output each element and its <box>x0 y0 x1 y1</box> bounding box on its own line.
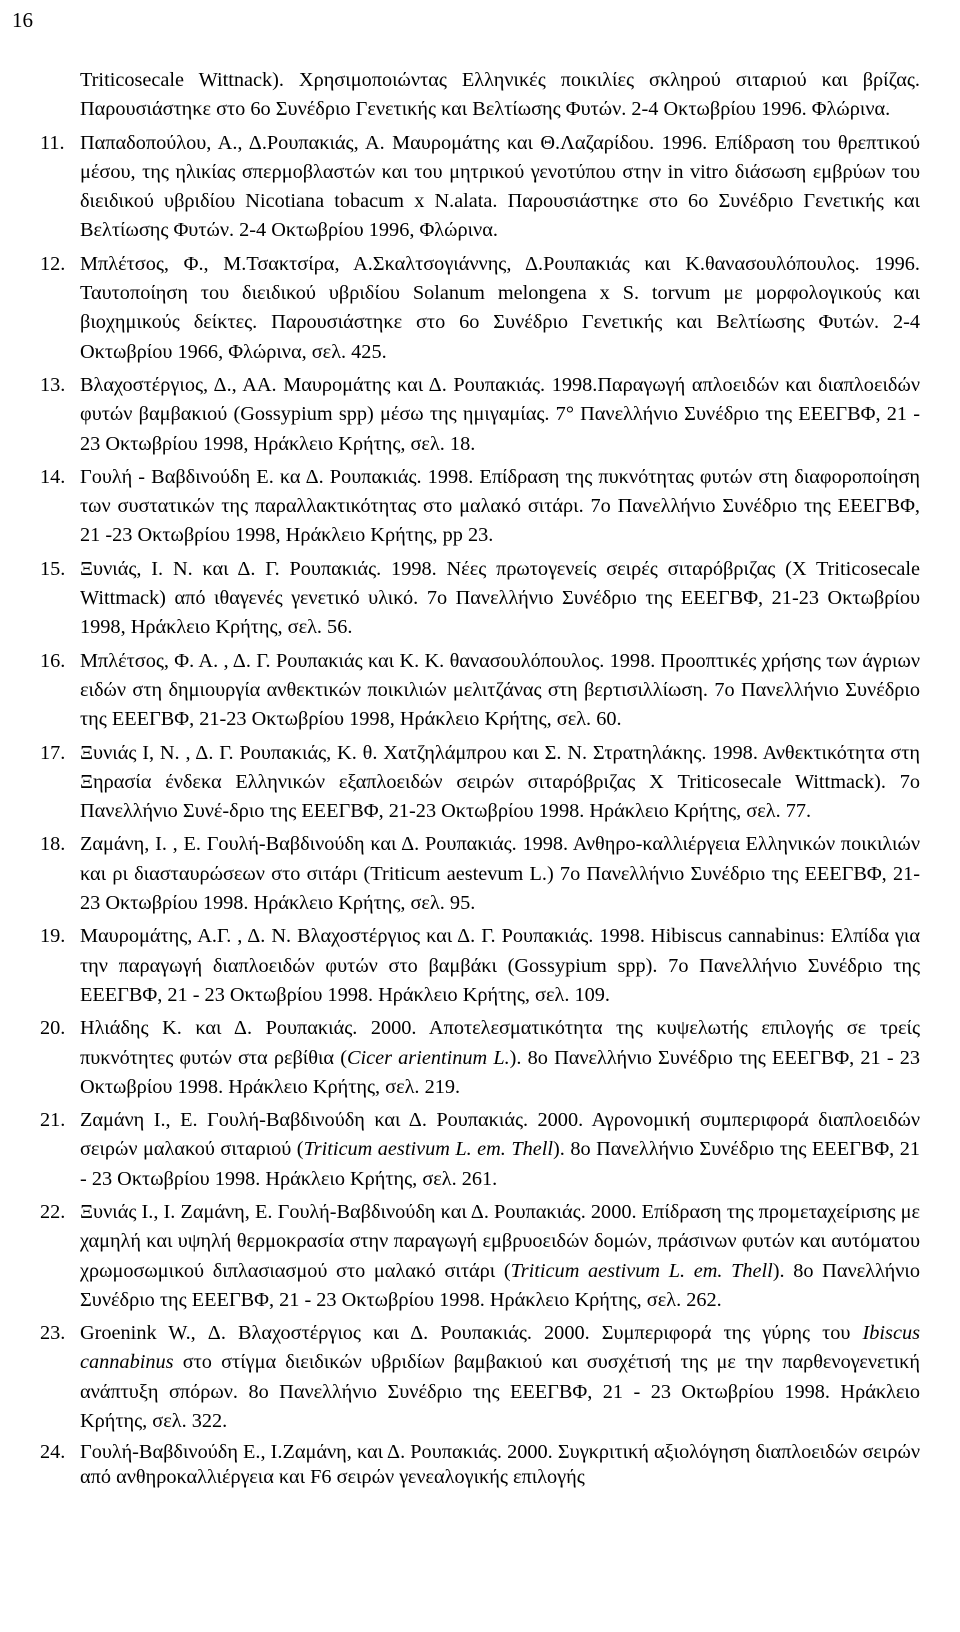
reference-text: Ξυνιάς Ι, Ν. , Δ. Γ. Ρουπακιάς, Κ. θ. Χατζηλάμπρου και Σ. Ν. Στρατηλάκης. 1998. Ανθεκτικότητα στη Ξηρασία ένδεκα Ελληνικών εξαπλοειδών σειρών σιταρόβριζας Χ Triticosecale Wittmack). 7ο Πανελλήνιο Συνέ-δριο της ΕΕΕΓΒΦ, 21-23 Οκτωβρίου 1998. Ηράκλειο Κρήτης, σελ. 77. <box>80 741 920 823</box>
reference-text: Μαυρομάτης, Α.Γ. , Δ. Ν. Βλαχοστέργιος και Δ. Γ. Ρουπακιάς. 1998. Hibiscus cannabinus: Ελπίδα για την παραγωγή διαπλοειδών φυτών στο βαμβάκι (Gossypium spp). 7ο Πανελλήνιο Συνέδριο της ΕΕΕΓΒΦ, 21 - 23 Οκτωβρίου 1998. Ηράκλειο Κρήτης, σελ. 109. <box>80 925 920 1006</box>
reference-item <box>40 1440 920 1490</box>
reference-item <box>40 830 920 918</box>
reference-text-post: ). 8ο Πανελλήνιο Συνέδριο της ΕΕΕΓΒΦ, 21 - 23 Οκτωβρίου 1998. Ηράκλειο Κρήτης, σελ. 219. <box>80 1046 921 1098</box>
reference-text-pre: Ξυνιάς Ι., Ι. Ζαμάνη, Ε. Γουλή-Βαβδινούδη και Δ. Ρουπακιάς. 2000. Επίδραση της προμεταχείρισης με χαμηλή και υψηλή θερμοκρασία στην παραγωγή εμβρυοειδών δομών, πράσινων φυτών και αυτόματου χρωμοσωμικού διπλασιασμού στο μαλακό σιτάρι ( <box>80 1200 920 1282</box>
reference-text: Γουλή - Βαβδινούδη Ε. κα Δ. Ρουπακιάς. 1998. Επίδραση της πυκνότητας φυτών στη διαφοροποίηση των συστατικών της παραλλακτικότητας στο μαλακό σιτάρι. 7ο Πανελλήνιο Συνέδριο της ΕΕΕΓΒΦ, 21 -23 Οκτωβρίου 1998, Ηράκλειο Κρήτης, pp 23. <box>80 465 920 547</box>
reference-text-post: στο στίγμα διειδικών υβριδίων βαμβακιού και συσχέτισή της με την παρθενογενετική ανάπτυξη σπόρων. 8ο Πανελλήνιο Συνέδριο της ΕΕΕΓΒΦ, 21 - 23 Οκτωβρίου 1998. Ηράκλειο Κρήτης, σελ. 322. <box>80 1351 920 1433</box>
reference-item <box>40 1319 920 1436</box>
reference-number: 15. <box>40 557 66 580</box>
reference-number: 21. <box>40 1109 66 1132</box>
reference-item <box>40 463 920 551</box>
reference-number: 16. <box>40 649 66 672</box>
reference-text: Triticosecale Wittnack). Χρησιμοποιώντας Ελληνικές ποικιλίες σκληρού σιταριού και βρίζας. Παρουσιάστηκε στο 6ο Συνέδριο Γενετικής και Βελτίωσης Φυτών. 2-4 Οκτωβρίου 1996. Φλώρινα. <box>80 69 920 121</box>
species-name-italic: Triticum aestivum L. em. Thell <box>510 1259 773 1282</box>
reference-number: 13. <box>40 373 66 396</box>
reference-number: 12. <box>40 252 66 275</box>
reference-text: Παπαδοπούλου, Α., Δ.Ρουπακιάς, Α. Μαυρομάτης και Θ.Λαζαρίδου. 1996. Επίδραση του θρεπτικού μέσου, της ηλικίας σπερμοβλαστών και του μητρικού γενοτύπου στην in vitro διάσωση εμβρύων του διειδικού υβριδίου Nicotiana tobacum x N.alata. Παρουσιάστηκε στο 6ο Συνέδριο Γενετικής και Βελτίωσης Φυτών. 2-4 Οκτωβρίου 1996, Φλώρινα. <box>80 131 920 242</box>
page-number: 16 <box>12 8 33 32</box>
reference-text-post: ). 8ο Πανελλήνιο Συνέδριο της ΕΕΕΓΒΦ, 21 - 23 Οκτωβρίου 1998. Ηράκλειο Κρήτης, σελ. 261. <box>80 1138 920 1190</box>
reference-item <box>40 250 920 367</box>
reference-number: 19. <box>40 925 66 948</box>
reference-number: 23. <box>40 1322 66 1345</box>
reference-number: 22. <box>40 1200 66 1223</box>
reference-number: 18. <box>40 833 66 856</box>
reference-number: 14. <box>40 465 66 488</box>
reference-text: Ξυνιάς, Ι. Ν. και Δ. Γ. Ρουπακιάς. 1998. Νέες πρωτογενείς σειρές σιταρόβριζας (X Triticosecale Wittmack) από ιθαγενές γενετικό υλικό. 7ο Πανελλήνιο Συνέδριο της ΕΕΕΓΒΦ, 21-23 Οκτωβρίου 1998, Ηράκλειο Κρήτης, σελ. 56. <box>80 557 920 639</box>
reference-number: 11. <box>40 131 65 154</box>
reference-text-post: ). 8ο Πανελλήνιο Συνέδριο της ΕΕΕΓΒΦ, 21 - 23 Οκτωβρίου 1998. Ηράκλειο Κρήτης, σελ. 262. <box>80 1259 920 1311</box>
reference-text: Γουλή-Βαβδινούδη Ε., Ι.Ζαμάνη, και Δ. Ρουπακιάς. 2000. Συγκριτική αξιολόγηση διαπλοειδών σειρών από ανθηροκαλλιέργεια και F6 σειρών γενεαλογικής επιλογής <box>80 1441 920 1489</box>
reference-text-pre: Groenink W., Δ. Βλαχοστέργιος και Δ. Ρουπακιάς. 2000. Συμπεριφορά της γύρης του <box>80 1322 863 1345</box>
reference-item <box>40 66 920 125</box>
reference-item <box>40 739 920 827</box>
reference-item <box>40 555 920 643</box>
reference-item <box>40 647 920 735</box>
reference-text-pre: Ζαμάνη Ι., Ε. Γουλή-Βαβδινούδη και Δ. Ρουπακιάς. 2000. Αγρονομική συμπεριφορά διαπλοειδών σειρών μαλακού σιταριού ( <box>80 1109 920 1161</box>
reference-item <box>40 1106 920 1194</box>
reference-item <box>40 1198 920 1315</box>
reference-item <box>40 371 920 459</box>
reference-text: Βλαχοστέργιος, Δ., ΑΑ. Μαυρομάτης και Δ. Ρουπακιάς. 1998.Παραγωγή απλοειδών και διαπλοειδών φυτών βαμβακιού (Gossypium spp) μέσω της ημιγαμίας. 7° Πανελλήνιο Συνέδριο της ΕΕΕΓΒΦ, 21 - 23 Οκτωβρίου 1998, Ηράκλειο Κρήτης, σελ. 18. <box>80 373 920 455</box>
species-name-italic: Ibiscus cannabinus <box>80 1322 920 1374</box>
reference-item <box>40 922 920 1010</box>
reference-text: Μπλέτσος, Φ. Α. , Δ. Γ. Ρουπακιάς και Κ. Κ. θανασουλόπουλος. 1998. Προοπτικές χρήσης των άγριων ειδών στη δημιουργία ανθεκτικών ποικιλιών μελιτζάνας στη βερτισιλλίωση. 7ο Πανελλήνιο Συνέδριο της ΕΕΕΓΒΦ, 21-23 Οκτωβρίου 1998, Ηράκλειο Κρήτης, σελ. 60. <box>80 649 920 731</box>
reference-item <box>40 129 920 246</box>
reference-number: 24. <box>40 1441 66 1464</box>
species-name-italic: Triticum aestivum L. em. Thell <box>303 1138 554 1161</box>
reference-text: Ζαμάνη, Ι. , Ε. Γουλή-Βαβδινούδη και Δ. Ρουπακιάς. 1998. Ανθηρο-καλλιέργεια Ελληνικών ποικιλιών και ρι διασταυρώσεων στο σιτάρι (Triticum aestevum L.) 7ο Πανελλήνιο Συνέδριο της ΕΕΕΓΒΦ, 21-23 Οκτωβρίου 1998. Ηράκλειο Κρήτης, σελ. 95. <box>80 833 920 915</box>
species-name-italic: Cicer arientinum L. <box>346 1046 510 1069</box>
reference-number: 20. <box>40 1017 66 1040</box>
reference-list <box>40 66 920 1494</box>
reference-text-pre: Ηλιάδης Κ. και Δ. Ρουπακιάς. 2000. Αποτελεσματικότητα της κυψελωτής επιλογής σε τρείς πυκνότητες φυτών στα ρεβίθια ( <box>80 1017 920 1069</box>
reference-text: Μπλέτσος, Φ., Μ.Τσακτσίρα, Α.Σκαλτσογιάννης, Δ.Ρουπακιάς και Κ.θανασουλόπουλος. 1996. Ταυτοποίηση του διειδικού υβριδίου Solanum melongena x S. torvum με μορφολογικούς και βιοχημικούς δείκτες. Παρουσιάστηκε στο 6ο Συνέδριο Γενετικής και Βελτίωσης Φυτών. 2-4 Οκτωβρίου 1966, Φλώρινα, σελ. 425. <box>80 252 920 363</box>
reference-number: 17. <box>40 741 66 764</box>
reference-item <box>40 1014 920 1102</box>
